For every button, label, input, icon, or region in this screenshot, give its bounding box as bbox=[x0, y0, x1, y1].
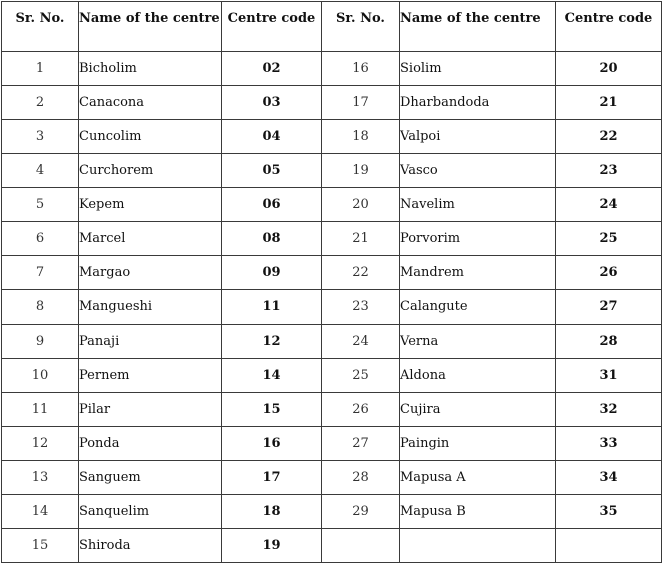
sr-cell-left: 9 bbox=[2, 324, 79, 358]
sr-cell-left: 10 bbox=[2, 358, 79, 392]
table-row bbox=[2, 528, 662, 562]
centre-code-cell-right: 27 bbox=[556, 290, 662, 324]
centre-code-cell-left: 05 bbox=[222, 154, 322, 188]
centre-name-cell-left: Marcel bbox=[79, 222, 222, 256]
centre-code-cell-right: 28 bbox=[556, 324, 662, 358]
centre-name-cell-left: Sanguem bbox=[79, 460, 222, 494]
table-row bbox=[2, 86, 662, 120]
centre-name-cell-left: Pilar bbox=[79, 392, 222, 426]
centre-name-cell-right: Siolim bbox=[400, 52, 556, 86]
centre-code-cell-right: 34 bbox=[556, 460, 662, 494]
centre-code-cell-left: 06 bbox=[222, 188, 322, 222]
header-sr-no-right: Sr. No. bbox=[322, 2, 400, 52]
centre-code-cell-right: 32 bbox=[556, 392, 662, 426]
centre-code-cell-left: 19 bbox=[222, 528, 322, 562]
centre-code-cell-left: 16 bbox=[222, 426, 322, 460]
header-sr-no-left: Sr. No. bbox=[2, 2, 79, 52]
sr-cell-right: 17 bbox=[322, 86, 400, 120]
sr-cell-left: 14 bbox=[2, 494, 79, 528]
centre-code-cell-left: 02 bbox=[222, 52, 322, 86]
table-row bbox=[2, 392, 662, 426]
centre-code-cell-right: 25 bbox=[556, 222, 662, 256]
header-code-left: Centre code bbox=[222, 2, 322, 52]
centre-name-cell-right: Navelim bbox=[400, 188, 556, 222]
header-name-left: Name of the centre bbox=[79, 2, 222, 52]
centre-name-cell-left: Pernem bbox=[79, 358, 222, 392]
centre-name-cell-left: Sanquelim bbox=[79, 494, 222, 528]
centre-code-table bbox=[1, 1, 662, 563]
sr-cell-left: 4 bbox=[2, 154, 79, 188]
centre-name-cell-right: Mapusa A bbox=[400, 460, 556, 494]
centre-name-cell-left: Ponda bbox=[79, 426, 222, 460]
centre-code-cell-left: 03 bbox=[222, 86, 322, 120]
sr-cell-right: 20 bbox=[322, 188, 400, 222]
centre-code-cell-right: 24 bbox=[556, 188, 662, 222]
sr-cell-right: 21 bbox=[322, 222, 400, 256]
centre-name-cell-left: Mangueshi bbox=[79, 290, 222, 324]
sr-cell-right: 19 bbox=[322, 154, 400, 188]
centre-name-cell-left: Margao bbox=[79, 256, 222, 290]
centre-name-cell-left: Bicholim bbox=[79, 52, 222, 86]
centre-code-cell-left: 08 bbox=[222, 222, 322, 256]
centre-name-cell-right: Mandrem bbox=[400, 256, 556, 290]
sr-cell-left: 2 bbox=[2, 86, 79, 120]
sr-cell-right: 23 bbox=[322, 290, 400, 324]
centre-code-cell-right: 35 bbox=[556, 494, 662, 528]
table-row bbox=[2, 120, 662, 154]
table-row bbox=[2, 358, 662, 392]
sr-cell-right: 28 bbox=[322, 460, 400, 494]
centre-code-cell-left: 15 bbox=[222, 392, 322, 426]
centre-code-cell-left: 11 bbox=[222, 290, 322, 324]
sr-cell-right: 29 bbox=[322, 494, 400, 528]
centre-name-cell-left: Kepem bbox=[79, 188, 222, 222]
sr-cell-right bbox=[322, 528, 400, 562]
table-row bbox=[2, 290, 662, 324]
centre-name-cell-left: Cuncolim bbox=[79, 120, 222, 154]
table-row bbox=[2, 154, 662, 188]
centre-name-cell-left: Panaji bbox=[79, 324, 222, 358]
sr-cell-right: 26 bbox=[322, 392, 400, 426]
table-row bbox=[2, 188, 662, 222]
table-row bbox=[2, 494, 662, 528]
centre-code-cell-right: 20 bbox=[556, 52, 662, 86]
sr-cell-left: 5 bbox=[2, 188, 79, 222]
centre-name-cell-right: Porvorim bbox=[400, 222, 556, 256]
sr-cell-right: 18 bbox=[322, 120, 400, 154]
sr-cell-left: 11 bbox=[2, 392, 79, 426]
header-code-right: Centre code bbox=[556, 2, 662, 52]
sr-cell-right: 25 bbox=[322, 358, 400, 392]
centre-code-cell-left: 12 bbox=[222, 324, 322, 358]
centre-name-cell-right: Cujira bbox=[400, 392, 556, 426]
centre-code-cell-left: 04 bbox=[222, 120, 322, 154]
header-row bbox=[2, 2, 662, 52]
sr-cell-left: 7 bbox=[2, 256, 79, 290]
centre-code-cell-right: 26 bbox=[556, 256, 662, 290]
centre-code-cell-right: 23 bbox=[556, 154, 662, 188]
centre-name-cell-left: Curchorem bbox=[79, 154, 222, 188]
sr-cell-left: 12 bbox=[2, 426, 79, 460]
centre-name-cell-right: Aldona bbox=[400, 358, 556, 392]
table-row bbox=[2, 426, 662, 460]
centre-code-cell-left: 17 bbox=[222, 460, 322, 494]
sr-cell-left: 3 bbox=[2, 120, 79, 154]
sr-cell-left: 6 bbox=[2, 222, 79, 256]
centre-code-cell-left: 14 bbox=[222, 358, 322, 392]
centre-name-cell-right: Verna bbox=[400, 324, 556, 358]
centre-code-cell-left: 18 bbox=[222, 494, 322, 528]
centre-code-cell-right: 21 bbox=[556, 86, 662, 120]
centre-name-cell-right: Mapusa B bbox=[400, 494, 556, 528]
sr-cell-left: 15 bbox=[2, 528, 79, 562]
centre-code-cell-right: 33 bbox=[556, 426, 662, 460]
sr-cell-right: 24 bbox=[322, 324, 400, 358]
sr-cell-right: 16 bbox=[322, 52, 400, 86]
sr-cell-left: 13 bbox=[2, 460, 79, 494]
centre-code-cell-left: 09 bbox=[222, 256, 322, 290]
centre-name-cell-right: Calangute bbox=[400, 290, 556, 324]
centre-name-cell-right: Paingin bbox=[400, 426, 556, 460]
header-name-right: Name of the centre bbox=[400, 2, 556, 52]
table-row bbox=[2, 256, 662, 290]
centre-name-cell-right: Dharbandoda bbox=[400, 86, 556, 120]
sr-cell-left: 8 bbox=[2, 290, 79, 324]
centre-name-cell-right: Vasco bbox=[400, 154, 556, 188]
table-row bbox=[2, 460, 662, 494]
sr-cell-left: 1 bbox=[2, 52, 79, 86]
centre-name-cell-left: Shiroda bbox=[79, 528, 222, 562]
sr-cell-right: 27 bbox=[322, 426, 400, 460]
sr-cell-right: 22 bbox=[322, 256, 400, 290]
centre-code-cell-right: 31 bbox=[556, 358, 662, 392]
centre-code-cell-right bbox=[556, 528, 662, 562]
table-row bbox=[2, 52, 662, 86]
centre-name-cell-right: Valpoi bbox=[400, 120, 556, 154]
table-row bbox=[2, 222, 662, 256]
centre-name-cell-left: Canacona bbox=[79, 86, 222, 120]
table-row bbox=[2, 324, 662, 358]
centre-name-cell-right bbox=[400, 528, 556, 562]
centre-code-cell-right: 22 bbox=[556, 120, 662, 154]
